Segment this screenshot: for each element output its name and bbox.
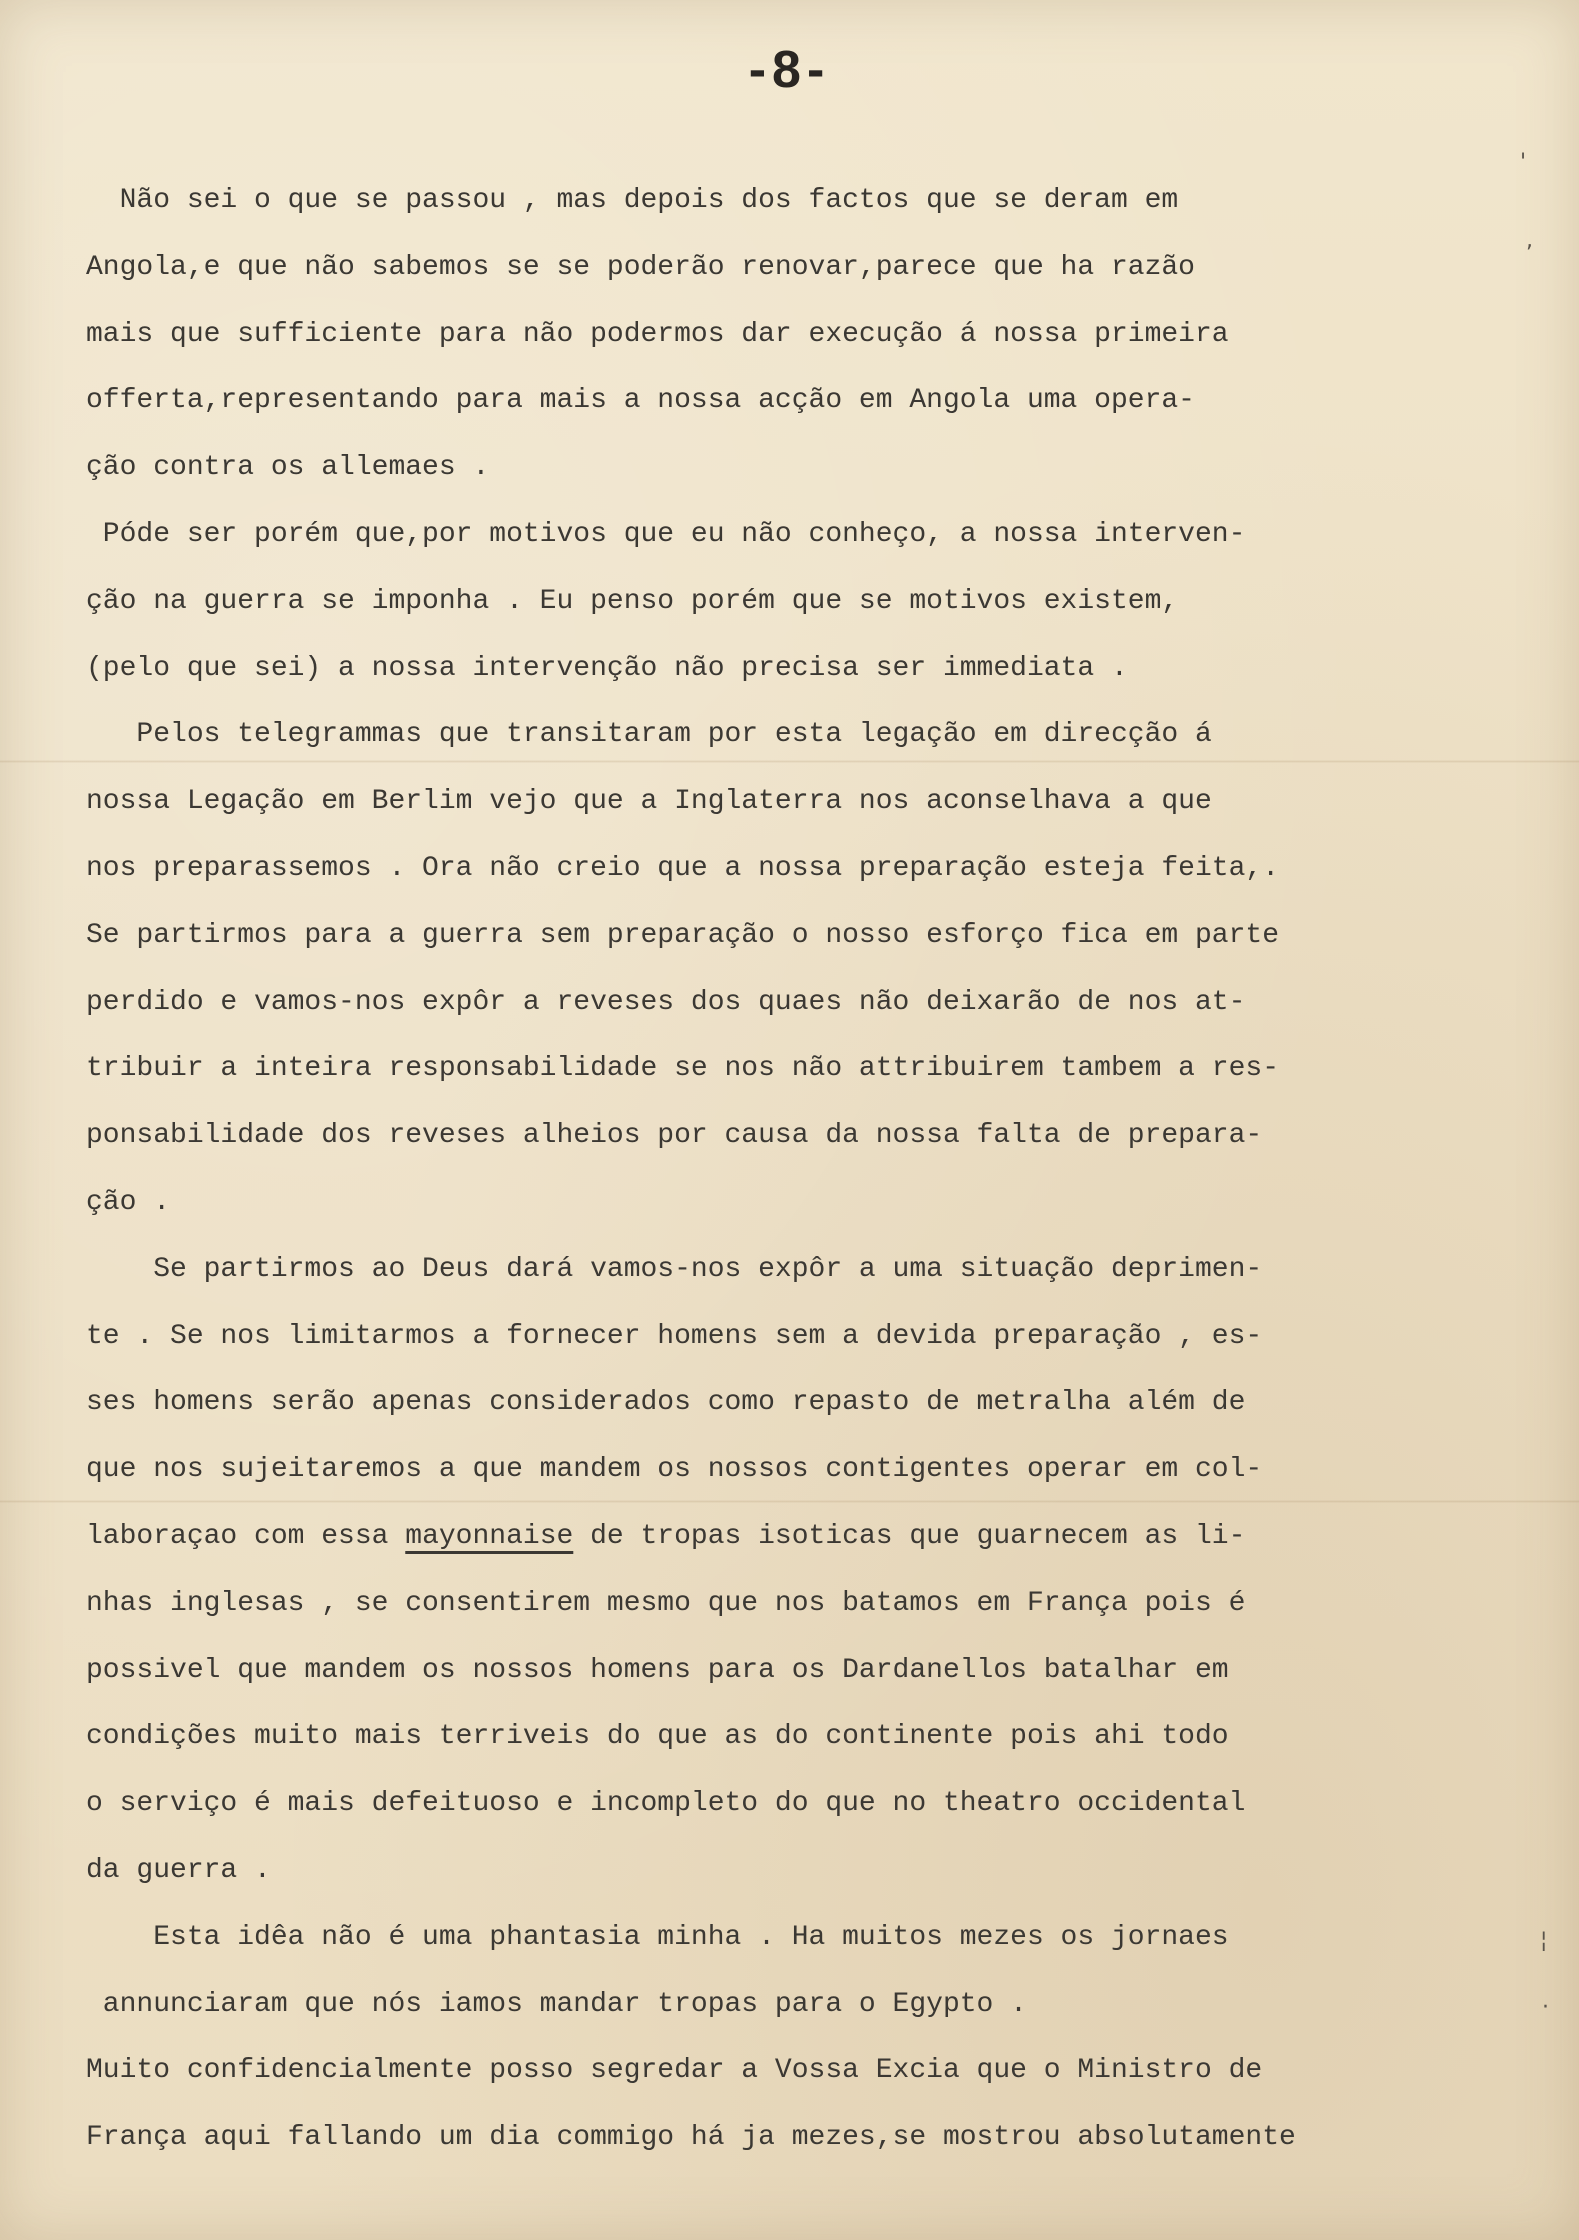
text-line: ção contra os allemaes . [86,452,490,484]
text-line: Pelos telegrammas que transitaram por esta legação em direcção á [86,719,1212,751]
text-line: (pelo que sei) a nossa intervenção não precisa ser immediata . [86,652,1128,684]
margin-mark: , [1526,228,1533,253]
text-line: França aqui fallando um dia commigo há ja mezes,se mostrou absolutamente [86,2122,1296,2154]
text-line: Esta idêa não é uma phantasia minha . Ha muitos mezes os jornaes [86,1921,1229,1953]
text-line: offerta,representando para mais a nossa acção em Angola uma opera- [86,385,1195,417]
text-line: possivel que mandem os nossos homens para os Dardanellos batalhar em [86,1654,1229,1686]
text-line: mais que sufficiente para não podermos dar execução á nossa primeira [86,318,1229,350]
text-line: Se partirmos ao Deus dará vamos-nos expôr a uma situação deprimen- [86,1253,1263,1285]
text-line: tribuir a inteira responsabilidade se nos não attribuirem tambem a res- [86,1053,1279,1085]
page-number: -8- [748,41,831,99]
text-line: laboraçao com essa mayonnaise de tropas isoticas que guarnecem as li- [86,1520,1246,1552]
text-line: o serviço é mais defeituoso e incompleto do que no theatro occidental [86,1788,1246,1820]
text-line: nhas inglesas , se consentirem mesmo que nos batamos em França pois é [86,1587,1246,1619]
margin-mark: ¦ [1540,1928,1548,1953]
underlined-word: mayonnaise [405,1520,574,1552]
text-line: ses homens serão apenas considerados como repasto de metralha além de [86,1387,1246,1419]
text-line: da guerra . [86,1854,271,1886]
text-line: te . Se nos limitarmos a fornecer homens sem a devida preparação , es- [86,1320,1263,1352]
margin-mark: · [1542,1995,1549,2020]
typewritten-body [86,168,1526,2172]
margin-mark: ' [1520,150,1527,175]
text-line: que nos sujeitaremos a que mandem os nossos contigentes operar em col- [86,1454,1263,1486]
text-line: Muito confidencialmente posso segredar a Vossa Excia que o Ministro de [86,2055,1263,2087]
text-line: ção . [86,1186,171,1218]
text-line: ponsabilidade dos reveses alheios por causa da nossa falta de prepara- [86,1120,1263,1152]
text-line: perdido e vamos-nos expôr a reveses dos quaes não deixarão de nos at- [86,986,1246,1018]
text-line: annunciaram que nós iamos mandar tropas para o Egypto . [86,1988,1027,2020]
text-line: condições muito mais terriveis do que as do continente pois ahi todo [86,1721,1229,1753]
text-line: nossa Legação em Berlim vejo que a Inglaterra nos aconselhava a que [86,786,1212,818]
text-line: ção na guerra se imponha . Eu penso porém que se motivos existem, [86,585,1179,617]
text-line: Angola,e que não sabemos se se poderão renovar,parece que ha razão [86,251,1195,283]
text-line: Não sei o que se passou , mas depois dos factos que se deram em [86,185,1179,216]
text-line: Póde ser porém que,por motivos que eu não conheço, a nossa interven- [86,518,1246,550]
text-line: nos preparassemos . Ora não creio que a nossa preparação esteja feita,. [86,852,1279,884]
text-line: Se partirmos para a guerra sem preparação o nosso esforço fica em parte [86,919,1279,951]
